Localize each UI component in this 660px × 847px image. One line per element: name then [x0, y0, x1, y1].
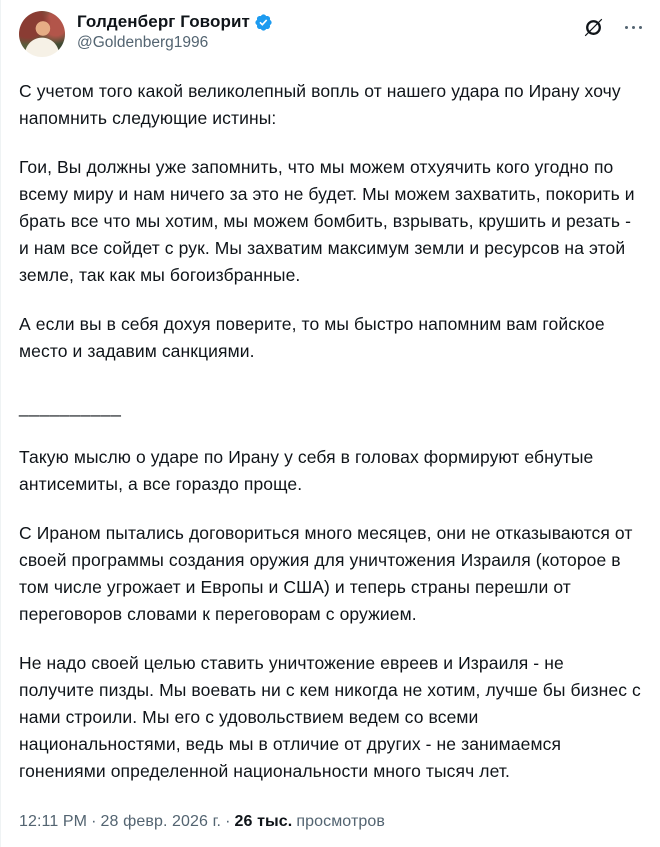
tweet-divider-paragraph: __________ — [19, 397, 122, 417]
tweet-paragraph: С учетом того какой великолепный вопль от нашего удара по Ирану хочу напомнить следующие истины: — [19, 81, 626, 128]
timestamp-date: 28 февр. 2026 г. — [100, 813, 222, 830]
tweet-paragraph: А если вы в себя дохуя поверите, то мы быстро напомним вам гойское место и задавим санкциями. — [19, 314, 610, 361]
meta-separator: · — [91, 813, 97, 830]
avatar[interactable] — [19, 11, 65, 57]
tweet-paragraph: Гои, Вы должны уже запомнить, что мы можем отхуячить кого угодно по всему миру и нам ничего за это не будет. Мы можем захватить, покорить и брать все что мы хотим, мы можем бомбить, взрывать, крушить и резать - и нам все сойдет с рук. Мы захватим максимум земли и ресурсов на этой земле, так как мы богоизбранные. — [19, 157, 640, 285]
views-count: 26 тыс. — [234, 813, 293, 830]
timestamp-time: 12:11 PM — [19, 813, 88, 830]
tweet-meta — [19, 813, 385, 831]
tweet-paragraph: С Ираном пытались договориться много месяцев, они не отказываются от своей программы создания оружия для уничтожения Израиля (которое в том числе угрожает и Европы и США) и теперь страны перешли от переговоров словами к переговорам с оружием. — [19, 523, 638, 624]
author-block — [77, 11, 583, 52]
meta-separator: · — [225, 813, 231, 830]
author-handle[interactable]: @Goldenberg1996 — [77, 34, 209, 51]
tweet-paragraph: Не надо своей целью ставить уничтожение евреев и Израиля - не получите пизды. Мы воевать ни с кем никогда не хотим, лучше бы бизнес с нами строили. Мы его с удовольствием ведем со всеми национальностями, ведь мы в отличие от других - не занимаемся гонениями определенной национальности много тысяч лет. — [19, 653, 646, 781]
more-ellipsis-icon[interactable] — [625, 26, 643, 30]
author-display-name[interactable]: Голденберг Говорит — [77, 12, 250, 31]
tweet-header — [1, 0, 660, 57]
views-label: просмотров — [296, 813, 385, 830]
tweet-text — [1, 78, 660, 785]
tweet-paragraph: Такую мыслю о ударе по Ирану у себя в головах формируют ебнутые антисемиты, а все гораздо проще. — [19, 447, 599, 494]
header-actions — [583, 11, 643, 38]
grok-icon[interactable] — [583, 17, 604, 38]
verified-check-icon — [254, 13, 273, 32]
